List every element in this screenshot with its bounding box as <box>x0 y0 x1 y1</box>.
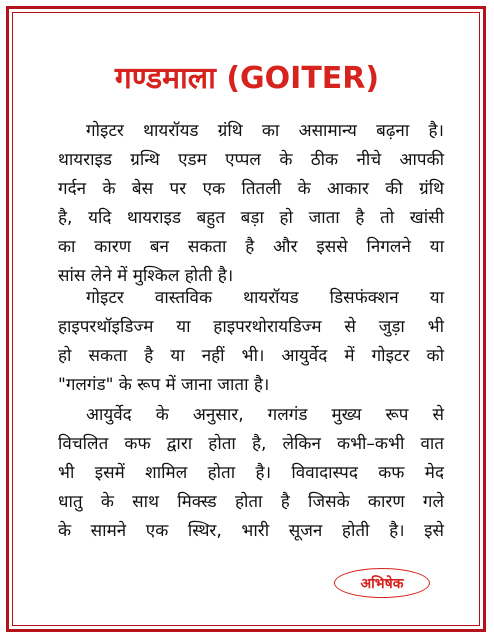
paragraph-line: गोइटर वास्तविक थायरॉयड डिसफंक्शन या <box>86 288 444 308</box>
paragraph-line: थायराइड ग्रन्थि एडम एप्पल के ठीक नीचे आपकी <box>58 150 444 170</box>
paragraph-line: का कारण बन सकता है और इससे निगलने या <box>58 237 444 257</box>
paragraph-2 <box>58 284 444 400</box>
author-signature: अभिषेक <box>334 568 430 598</box>
page-title: गण्डमाला (GOITER) <box>114 61 380 96</box>
paragraph-line: के सामने एक स्थिर, भारी सूजन होती है। इसे <box>58 521 444 541</box>
paragraph-line: आयुर्वेद के अनुसार, गलगंड मुख्य रूप से <box>86 405 444 425</box>
paragraph-line: गोइटर थायरॉयड ग्रंथि का असामान्य बढ़ना है। <box>86 121 444 141</box>
paragraph-line: गर्दन के बेस पर एक तितली के आकार की ग्रंथि <box>58 179 444 199</box>
paragraph-line: है, यदि थायराइड बहुत बड़ा हो जाता है तो खांसी <box>58 208 444 228</box>
paragraph-3 <box>58 401 444 546</box>
paragraph-line: भी इसमें शामिल होता है। विवादास्पद कफ मेद <box>58 463 444 483</box>
paragraph-1 <box>58 117 444 291</box>
paragraph-line: विचलित कफ द्वारा होता है, लेकिन कभी–कभी वात <box>58 434 444 454</box>
paragraph-line: धातु के साथ मिक्स्ड होता है जिसके कारण गले <box>58 492 444 512</box>
paragraph-line: "गलगंड" के रूप में जाना जाता है। <box>58 375 270 395</box>
paragraph-line: सांस लेने में मुश्किल होती है। <box>58 266 234 286</box>
paragraph-line: हाइपरथॉइडिज्म या हाइपरथोरायडिज्म से जुड़ा भी <box>58 317 444 337</box>
paragraph-line: हो सकता है या नहीं भी। आयुर्वेद में गोइटर को <box>58 346 444 366</box>
